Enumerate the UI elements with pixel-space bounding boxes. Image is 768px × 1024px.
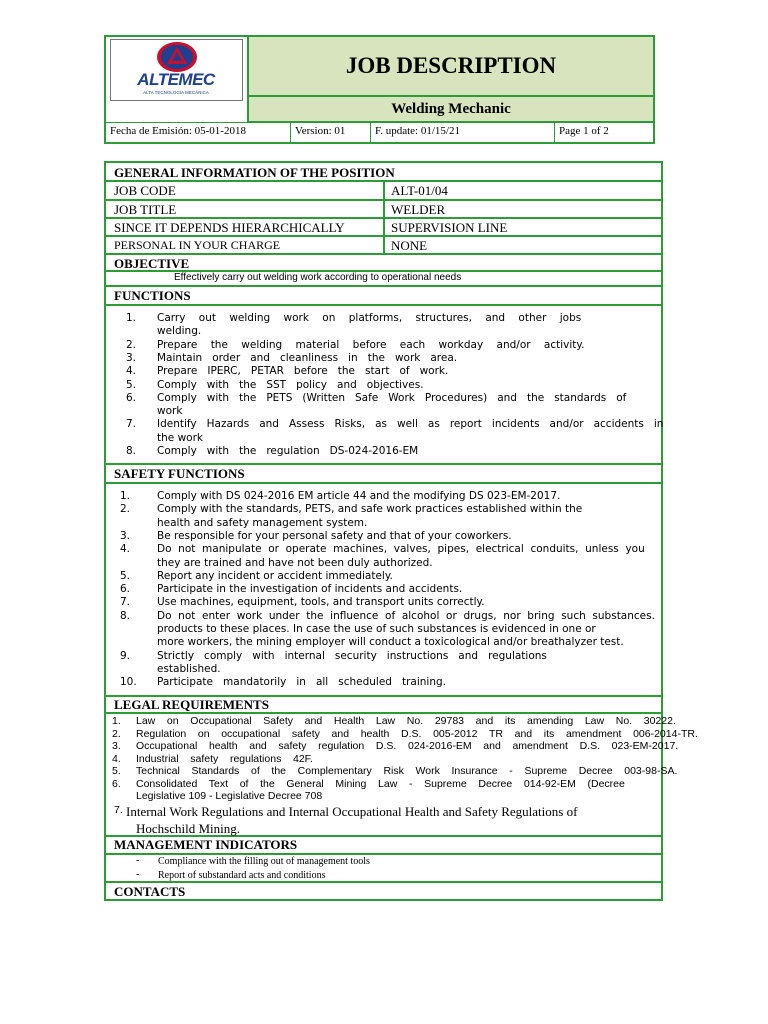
list-item-text: Use machines, equipment, tools, and transport units correctly.	[157, 596, 485, 609]
list-item-number: 4.	[112, 752, 121, 765]
job-code-label: JOB CODE	[114, 183, 176, 198]
list-item-text: Regulation on occupational safety and health D.S. 005-2012 TR and its amendment 006-2014-TR.	[136, 727, 698, 740]
list-item-number: 6.	[126, 391, 137, 404]
list-item-text: Law on Occupational Safety and Health Law No. 29783 and its amending Law No. 30222.	[136, 715, 676, 727]
list-item-text: Participate mandatorily in all scheduled training.	[157, 676, 446, 689]
list-item-text: Carry out welding work on platforms, structures, and other jobs	[157, 312, 582, 324]
list-item-text: Comply with the PETS (Written Safe Work Procedures) and the standards of	[157, 391, 627, 404]
list-item-number: 4.	[120, 543, 131, 556]
issue-date: Fecha de Emisión: 05-01-2018	[106, 123, 291, 142]
list-item-text: Comply with the regulation DS-024-2016-EM	[157, 445, 419, 457]
list-item-number: 2.	[120, 503, 131, 516]
list-item-number: 4.	[126, 365, 137, 378]
document-subtitle: Welding Mechanic	[391, 100, 511, 117]
safety-functions-heading: SAFETY FUNCTIONS	[114, 466, 245, 481]
job-title-value: WELDER	[391, 202, 446, 217]
list-item-text: Technical Standards of the Complementary Risk Work Insurance - Supreme Decree 003-98-SA.	[136, 765, 678, 777]
divider	[106, 304, 661, 306]
bullet-dash: -	[136, 869, 140, 880]
list-item-number: 1.	[112, 715, 121, 727]
objective-heading: OBJECTIVE	[114, 256, 190, 271]
personnel-value: NONE	[391, 238, 428, 253]
document-meta-row	[106, 123, 653, 142]
list-item-text: welding.	[157, 325, 202, 338]
list-item-number: 6.	[112, 777, 121, 790]
objective-text: Effectively carry out welding work according to operational needs	[174, 272, 462, 283]
functions-heading: FUNCTIONS	[114, 288, 191, 303]
title-cell	[249, 37, 653, 97]
divider	[106, 853, 661, 855]
list-item-text: Internal Work Regulations and Internal Occupational Health and Safety Regulations of	[126, 804, 578, 819]
version-label: Version: 01	[291, 123, 371, 142]
list-item-text: Prepare the welding material before each workday and/or activity.	[157, 338, 585, 351]
hierarchy-label: SINCE IT DEPENDS HIERARCHICALLY	[114, 220, 345, 235]
list-item-text: Participate in the investigation of incidents and accidents.	[157, 583, 463, 596]
list-item-text: the work	[157, 431, 203, 444]
list-item-text: established.	[157, 662, 221, 675]
list-item-number: 6.	[120, 583, 131, 596]
svg-text:ALTEMEC: ALTEMEC	[137, 70, 215, 89]
list-item-number: 1.	[120, 490, 131, 502]
indicator-item: Report of substandard acts and conditions	[158, 870, 326, 881]
list-item-text: Do not manipulate or operate machines, valves, pipes, electrical conduits, unless you	[157, 543, 645, 556]
list-item-text: Strictly comply with internal security instructions and regulations	[157, 649, 547, 662]
hierarchy-value: SUPERVISION LINE	[391, 220, 508, 235]
list-item-text: Comply with DS 024-2016 EM article 44 and the modifying DS 023-EM-2017.	[157, 490, 561, 502]
divider	[106, 463, 661, 465]
bullet-dash: -	[136, 855, 140, 866]
subtitle-cell	[249, 97, 653, 123]
list-item-number: 7.	[114, 804, 123, 816]
list-item-text: Maintain order and cleanliness in the work area.	[157, 351, 458, 364]
list-item-text: Industrial safety regulations 42F.	[136, 752, 313, 765]
list-item-number: 3.	[120, 529, 131, 542]
list-item-number: 5.	[112, 765, 121, 777]
job-code-value: ALT-01/04	[391, 183, 448, 198]
divider	[106, 482, 661, 484]
list-item-text: Prepare IPERC, PETAR before the start of work.	[157, 365, 449, 378]
indicator-item: Compliance with the filling out of management tools	[158, 856, 370, 867]
list-item-text: Comply with the standards, PETS, and safe work practices established within the	[157, 503, 583, 516]
list-item-number: 5.	[126, 378, 137, 391]
document-title: JOB DESCRIPTION	[345, 53, 557, 78]
list-item-number: 3.	[126, 351, 137, 364]
list-item-text: Do not enter work under the influence of alcohol or drugs, nor bring such substances.	[157, 609, 655, 622]
list-item-text: Hochschild Mining.	[136, 821, 240, 836]
personnel-label: PERSONAL IN YOUR CHARGE	[114, 238, 281, 252]
list-item-number: 8.	[120, 609, 131, 622]
list-item-text: they are trained and have not been duly authorized.	[157, 556, 433, 569]
altemec-logo-icon	[111, 40, 242, 100]
job-title-label: JOB TITLE	[114, 202, 177, 217]
list-item-text: health and safety management system.	[157, 516, 368, 529]
list-item-number: 3.	[112, 740, 121, 752]
list-item-number: 5.	[120, 569, 131, 582]
management-indicators-heading: MANAGEMENT INDICATORS	[114, 837, 298, 852]
column-divider	[383, 180, 385, 253]
divider	[106, 881, 661, 883]
list-item-number: 2.	[112, 727, 121, 740]
list-item-number: 8.	[126, 445, 137, 457]
legal-requirements-heading: LEGAL REQUIREMENTS	[114, 697, 269, 712]
list-item-text: Identify Hazards and Assess Risks, as well as report incidents and/or accidents in	[157, 418, 664, 431]
divider	[106, 253, 661, 255]
list-item-text: Comply with the SST policy and objectives.	[157, 378, 424, 391]
svg-text:ALTA TECNOLOGÍA MECÁNICA: ALTA TECNOLOGÍA MECÁNICA	[143, 90, 209, 95]
page-number: Page 1 of 2	[559, 125, 609, 137]
update-date: F. update: 01/15/21	[371, 123, 555, 142]
list-item-text: Legislative 109 - Legislative Decree 708	[136, 790, 323, 802]
list-item-text: work	[157, 405, 183, 418]
list-item-text: Occupational health and safety regulation D.S. 024-2016-EM and amendment D.S. 023-EM-2017.	[136, 740, 679, 752]
list-item-number: 2.	[126, 338, 137, 351]
document-header	[104, 35, 655, 144]
list-item-text: more workers, the mining employer will conduct a toxicological and/or breathalyzer test.	[157, 636, 624, 649]
contacts-heading: CONTACTS	[114, 884, 186, 899]
list-item-number: 9.	[120, 649, 131, 662]
logo-cell	[106, 37, 249, 123]
general-info-heading: GENERAL INFORMATION OF THE POSITION	[114, 165, 395, 180]
list-item-number: 10.	[120, 676, 137, 689]
job-description-table	[104, 161, 698, 901]
list-item-number: 1.	[126, 312, 137, 324]
company-logo	[110, 39, 243, 101]
list-item-number: 7.	[126, 418, 137, 431]
list-item-text: Consolidated Text of the General Mining Law - Supreme Decree 014-92-EM (Decree	[136, 777, 625, 790]
list-item-text: Be responsible for your personal safety and that of your coworkers.	[157, 529, 512, 542]
divider	[106, 285, 661, 287]
list-item-text: Report any incident or accident immediately.	[157, 569, 393, 582]
list-item-text: products to these places. In case the use of such substances is evidenced in one or	[157, 623, 596, 635]
list-item-number: 7.	[120, 596, 131, 609]
